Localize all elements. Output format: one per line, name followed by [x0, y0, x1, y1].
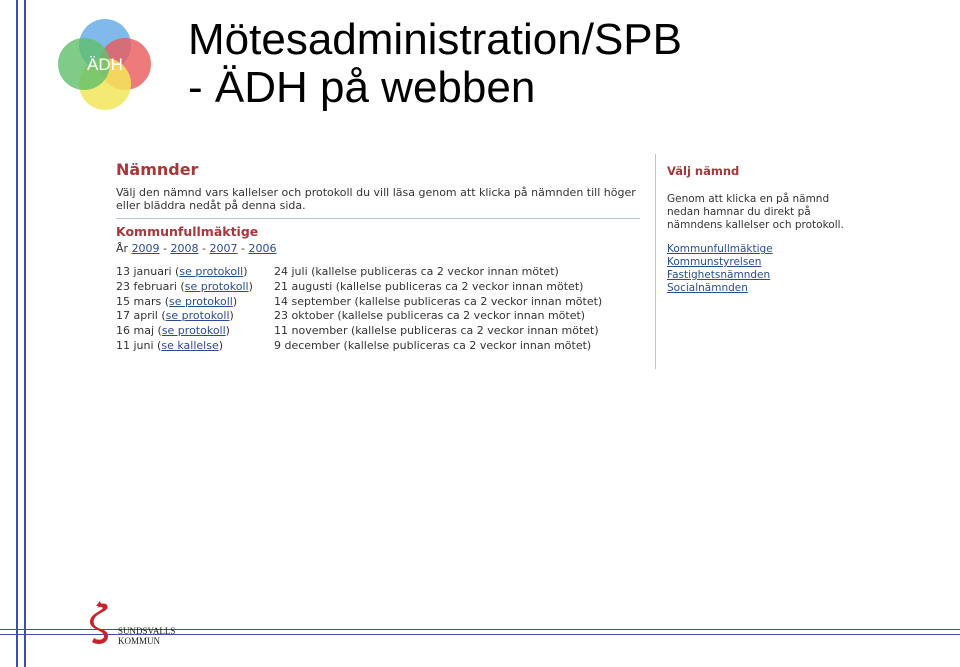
meeting-date: 17 april — [116, 309, 158, 323]
protocol-link[interactable]: se protokoll — [169, 294, 233, 308]
sidebar-link-socialnamnden[interactable]: Socialnämnden — [667, 281, 748, 294]
divider — [116, 218, 640, 219]
meeting-date: 23 februari — [116, 279, 177, 293]
slide-title — [188, 16, 682, 112]
intro-text: Välj den nämnd vars kallelser och protokoll du vill läsa genom att klicka på nämnden till höger eller bläddra nedåt på denna sida. — [116, 186, 636, 212]
list-item: 13 januari (se protokoll) — [116, 265, 248, 278]
org-name — [118, 626, 175, 646]
sidebar-link-fastighetsnamnden[interactable]: Fastighetsnämnden — [667, 268, 771, 281]
sidebar-divider — [655, 154, 656, 369]
adh-logo — [56, 16, 154, 114]
protocol-link[interactable]: se protokoll — [161, 324, 226, 338]
list-item: 23 februari (se protokoll) — [116, 279, 253, 293]
list-item: 16 maj (se protokoll) — [116, 324, 230, 338]
logo-text: ÄDH — [87, 55, 123, 74]
sidebar-text: Genom att klicka en på nämnd nedan hamnar du direkt på nämndens kallelser och protokoll. — [667, 193, 844, 231]
webpage-screenshot — [110, 152, 844, 372]
year-separator: - — [163, 242, 168, 255]
slide-title-line2: - ÄDH på webben — [188, 63, 536, 112]
year-link-2009[interactable]: 2009 — [131, 242, 160, 255]
sidebar-heading: Välj nämnd — [667, 164, 740, 178]
year-nav — [116, 242, 277, 255]
year-link-2008[interactable]: 2008 — [170, 242, 199, 255]
page-heading: Nämnder — [116, 160, 199, 179]
meeting-date: 11 juni — [116, 338, 154, 352]
frame-line-left-outer — [16, 0, 18, 667]
org-name-line2: KOMMUN — [118, 636, 161, 646]
year-link-2007[interactable]: 2007 — [209, 242, 238, 255]
sidebar-link-kommunstyrelsen[interactable]: Kommunstyrelsen — [667, 256, 762, 269]
year-separator: - — [241, 242, 246, 255]
list-item: 24 juli (kallelse publiceras ca 2 veckor innan mötet) — [274, 265, 559, 278]
kallelse-link[interactable]: se kallelse — [161, 338, 219, 352]
list-item: 21 augusti (kallelse publiceras ca 2 veckor innan mötet) — [274, 279, 584, 293]
list-item: 15 mars (se protokoll) — [116, 294, 238, 308]
section-heading: Kommunfullmäktige — [116, 224, 259, 239]
protocol-link[interactable]: se protokoll — [179, 265, 244, 278]
list-item: 11 november (kallelse publiceras ca 2 veckor innan mötet) — [274, 324, 599, 338]
sidebar-link-kommunfullmaktige[interactable]: Kommunfullmäktige — [667, 243, 773, 256]
list-item: 23 oktober (kallelse publiceras ca 2 veckor innan mötet) — [274, 309, 586, 323]
meeting-date: 13 januari — [116, 265, 172, 278]
year-separator: - — [202, 242, 207, 255]
list-item: 17 april (se protokoll) — [116, 309, 234, 323]
list-item: 11 juni (se kallelse) — [116, 338, 224, 352]
meeting-list-past — [116, 265, 253, 354]
protocol-link[interactable]: se protokoll — [165, 309, 230, 323]
year-prefix: År — [116, 242, 129, 255]
meeting-date: 16 maj — [116, 324, 155, 338]
slide-title-line1: Mötesadministration/SPB — [188, 15, 682, 64]
year-link-2006[interactable]: 2006 — [248, 242, 277, 255]
org-name-line1: SUNDSVALLS — [118, 626, 176, 636]
list-item: 9 december (kallelse publiceras ca 2 veckor innan mötet) — [274, 338, 592, 352]
protocol-link[interactable]: se protokoll — [184, 279, 249, 293]
meeting-list-upcoming — [274, 265, 602, 354]
sidebar-links — [667, 243, 867, 294]
sidebar — [667, 164, 867, 295]
meeting-date: 15 mars — [116, 294, 162, 308]
list-item: 14 september (kallelse publiceras ca 2 veckor innan mötet) — [274, 294, 603, 308]
frame-line-left-inner — [24, 0, 26, 667]
